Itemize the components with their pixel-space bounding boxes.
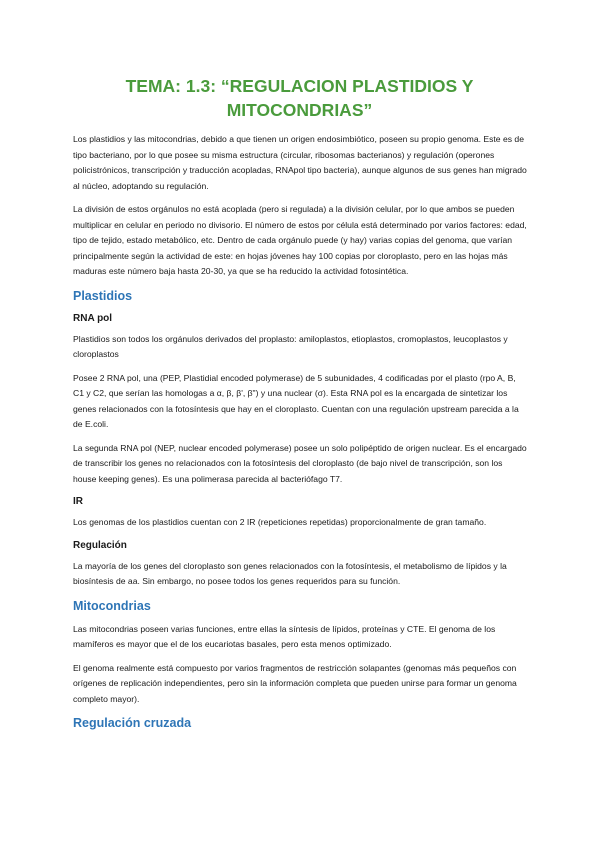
ir-paragraph: Los genomas de los plastidios cuentan con 2 IR (repeticiones repetidas) proporcionalmente de gran tamaño. [73, 517, 487, 527]
section-heading-regulacion-cruzada: Regulación cruzada [73, 716, 192, 730]
subsection-heading-ir: IR [73, 496, 83, 507]
intro-paragraph-2: La división de estos orgánulos no está acoplada (pero si regulada) a la división celular, por lo que ambos se pueden multiplicar en celular en periodo no divisorio. El número de estos por célula está determinado por varios factores: edad, tipo de tejido, estado metabólico, etc. Dentro de cada orgánulo puede (y hay) varias copias del genoma, que varían principalmente según la actividad de este: en hojas jóvenes hay 100 copias por cloroplasto, pero en las hojas más maduras este número baja hasta 20-30, ya que se ha reducido la actividad fotosintética. [73, 204, 527, 276]
regulacion-paragraph: La mayoría de los genes del cloroplasto son genes relacionados con la fotosíntesis, el metabolismo de lípidos y la biosíntesis de aa. Sin embargo, no posee todos los genes requeridos para su función. [73, 560, 507, 586]
section-heading-plastidios: Plastidios [73, 288, 133, 303]
mitocondrias-paragraph-1: Las mitocondrias poseen varias funciones, entre ellas la síntesis de lípidos, proteínas y CTE. El genoma de los mamíferos es mayor que el de los eucariotas basales, pero esta menos optimizado. [73, 623, 496, 649]
rnapol-paragraph-2: Posee 2 RNA pol, una (PEP, Plastidial encoded polymerase) de 5 subunidades, 4 codificadas por el plasto (rpo A, B, C1 y C2, que serían las homologas a α, β, β', β") y una nuclear (σ). Esta RNA pol es la encargada de sintetizar los genes relacionados con la fotosíntesis que hay en el cloroplasto. Cuentan con una regulación upstream parecida a la de E.coli. [73, 372, 519, 429]
rnapol-paragraph-1: Plastidios son todos los orgánulos derivados del proplasto: amiloplastos, etioplastos, cromoplastos, leucoplastos y cloroplastos [73, 333, 508, 359]
section-heading-mitocondrias: Mitocondrias [73, 598, 151, 613]
document-body [73, 132, 528, 739]
mitocondrias-paragraph-2: El genoma realmente está compuesto por varios fragmentos de restricción solapantes (genomas más pequeños con orígenes de replicación independientes, pero sin la información completa que pueden unirse para formar un genoma completo mayor). [73, 662, 517, 704]
subsection-heading-rna-pol: RNA pol [73, 312, 113, 324]
intro-paragraph-1: Los plastidios y las mitocondrias, debido a que tienen un origen endosimbiótico, poseen su propio genoma. Este es de tipo bacteriano, por lo que posee su misma estructura (circular, ribosomas bacterianos) y regulación (operones policistrónicos, transcripción y traducción acopladas, RNApol tipo bacteria), aunque algunos de sus genes han migrado al núcleo, adoptando su regulación. [73, 134, 527, 191]
rnapol-paragraph-3: La segunda RNA pol (NEP, nuclear encoded polymerase) posee un solo polipéptido de origen nuclear. Es el encargado de transcribir los genes no relacionados con la fotosíntesis del cloroplasto (de bajo nivel de transcripción, son los house keeping genes). Es una polimerasa parecida al bacteriófago T7. [73, 442, 527, 484]
page-title: TEMA: 1.3: “REGULACION PLASTIDIOS Y MITOCONDRIAS” [125, 76, 474, 120]
subsection-heading-regulacion: Regulación [73, 539, 127, 551]
